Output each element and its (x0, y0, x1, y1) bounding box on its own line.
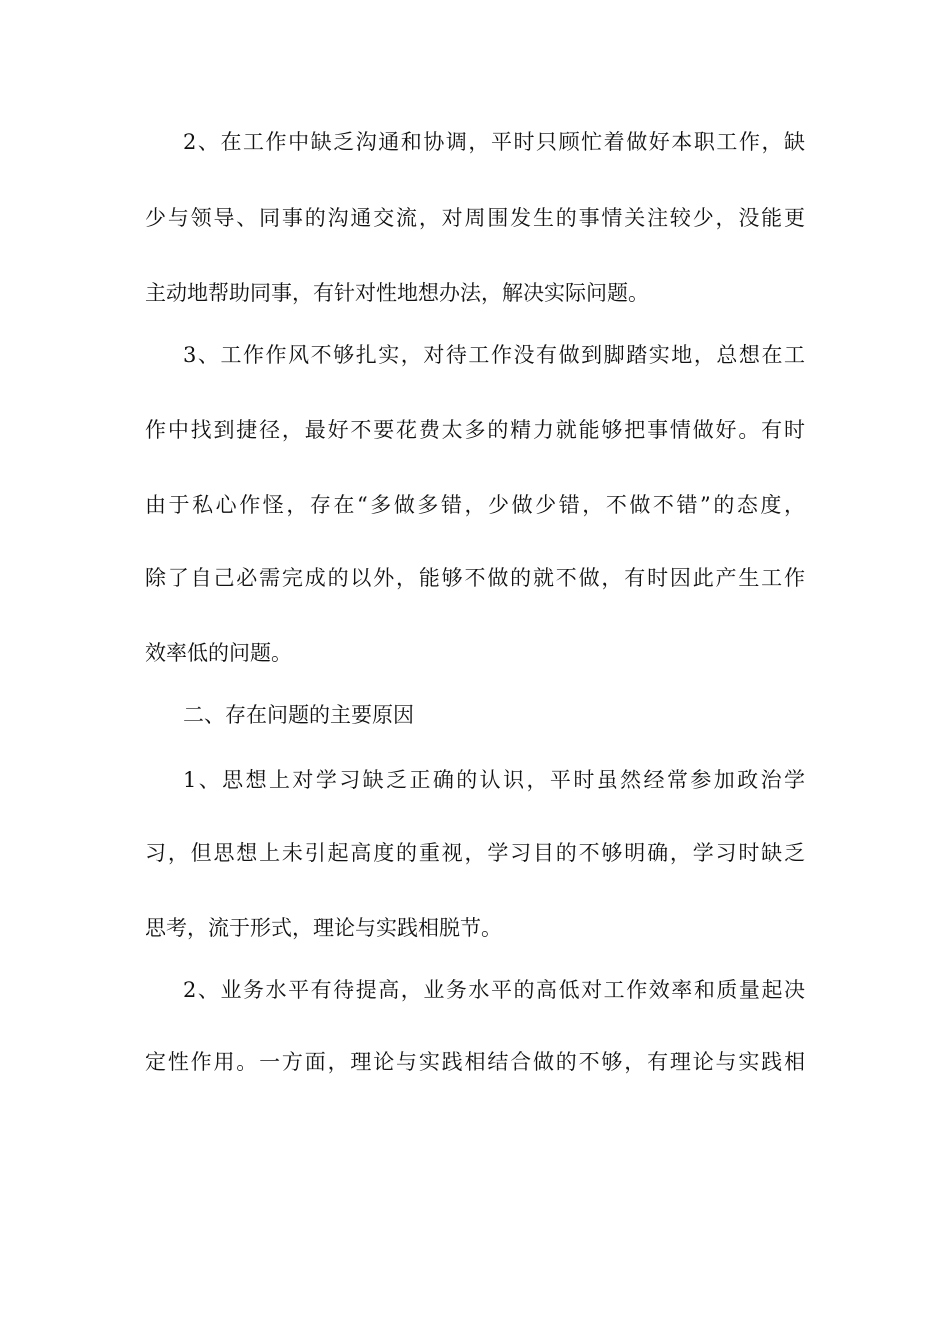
paragraph-line: 主动地帮助同事，有针对性地想办法，解决实际问题。 (145, 281, 649, 305)
section-heading: 二、存在问题的主要原因 (183, 703, 414, 727)
paragraph-line: 习，但思想上未引起高度的重视，学习目的不够明确，学习时缺乏 (145, 841, 805, 865)
paragraph-line: 定性作用。一方面，理论与实践相结合做的不够，有理论与实践相 (145, 1050, 805, 1074)
paragraph-line: 效率低的问题。 (145, 641, 292, 665)
paragraph-line: 2、在工作中缺乏沟通和协调，平时只顾忙着做好本职工作，缺 (183, 130, 805, 154)
paragraph-line: 思考，流于形式，理论与实践相脱节。 (145, 916, 502, 940)
paragraph-line: 少与领导、同事的沟通交流，对周围发生的事情关注较少，没能更 (145, 206, 805, 230)
paragraph-line: 作中找到捷径，最好不要花费太多的精力就能够把事情做好。有时 (145, 418, 805, 442)
paragraph-line: 由于私心作怪，存在“多做多错，少做少错，不做不错”的态度， (145, 493, 805, 517)
paragraph-line: 3、工作作风不够扎实，对待工作没有做到脚踏实地，总想在工 (183, 343, 805, 367)
paragraph-line: 除了自己必需完成的以外，能够不做的就不做，有时因此产生工作 (145, 566, 805, 590)
paragraph-line: 2、业务水平有待提高，业务水平的高低对工作效率和质量起决 (183, 978, 805, 1002)
paragraph-line: 1、思想上对学习缺乏正确的认识，平时虽然经常参加政治学 (183, 768, 805, 792)
